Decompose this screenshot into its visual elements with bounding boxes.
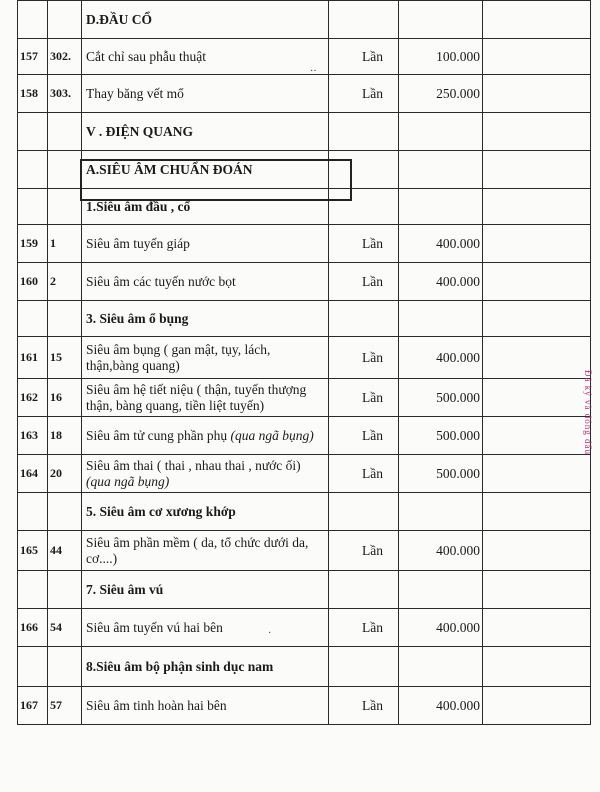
fee-row [18,75,591,113]
price-cell: 400.000 [399,225,483,263]
section-header-row [18,1,591,39]
service-name-text: Thay băng vết mổ [86,85,184,101]
unit-cell: Lần [329,379,399,417]
service-code [48,113,82,151]
extra-cell [483,263,591,301]
unit-cell: Lần [329,455,399,493]
extra-cell [483,609,591,647]
price-cell [399,493,483,531]
service-name-text: 1.Siêu âm đầu , cổ [86,198,191,214]
row-number [18,151,48,189]
extra-cell [483,571,591,609]
fee-row [18,337,591,379]
service-name-text: Cắt chỉ sau phẫu thuật [86,48,206,64]
service-code: 303. [48,75,82,113]
service-code: 18 [48,417,82,455]
extra-cell [483,455,591,493]
service-name-text: Siêu âm tuyến giáp [86,235,190,251]
service-name-text: V . ĐIỆN QUANG [86,123,194,139]
price-cell: 400.000 [399,263,483,301]
service-name [82,225,329,263]
unit-cell [329,113,399,151]
price-cell [399,301,483,337]
row-number [18,189,48,225]
extra-cell [483,1,591,39]
price-cell: 100.000 [399,39,483,75]
service-code: 16 [48,379,82,417]
row-number [18,301,48,337]
service-code: 302. [48,39,82,75]
service-name-text: Siêu âm tuyến vú hai bên [86,619,223,635]
row-number [18,1,48,39]
price-cell: 400.000 [399,337,483,379]
service-name [82,151,329,189]
extra-cell [483,75,591,113]
row-number [18,113,48,151]
service-name [82,337,329,379]
service-name [82,113,329,151]
service-name-text: Siêu âm tử cung phần phụ [86,427,228,443]
service-name-text: Siêu âm phần mềm ( da, tổ chức dưới da, cơ....) [86,534,309,566]
service-name [82,1,329,39]
service-name-text: D.ĐẦU CỔ [86,11,152,27]
extra-cell [483,687,591,725]
unit-cell [329,301,399,337]
row-number: 165 [18,531,48,571]
extra-cell [483,189,591,225]
section-header-row [18,647,591,687]
service-name-text: Siêu âm các tuyến nước bọt [86,273,236,289]
extra-cell [483,379,591,417]
price-cell: 500.000 [399,455,483,493]
row-number: 161 [18,337,48,379]
service-name-text: 5. Siêu âm cơ xương khớp [86,503,236,519]
service-name [82,571,329,609]
unit-cell [329,493,399,531]
extra-cell [483,225,591,263]
service-name [82,189,329,225]
scan-speck: ·· [310,66,317,77]
unit-cell [329,571,399,609]
service-code [48,571,82,609]
section-header-row [18,493,591,531]
service-code [48,301,82,337]
service-code: 44 [48,531,82,571]
price-cell [399,571,483,609]
row-number: 158 [18,75,48,113]
fee-row [18,609,591,647]
extra-cell [483,531,591,571]
fee-row [18,379,591,417]
extra-cell [483,301,591,337]
row-number: 157 [18,39,48,75]
fee-row [18,225,591,263]
price-cell: 400.000 [399,531,483,571]
service-code: 54 [48,609,82,647]
fee-row [18,39,591,75]
service-code: 1 [48,225,82,263]
price-cell: 400.000 [399,609,483,647]
margin-handwritten-note: Đã ký và đóng dấu [583,370,593,455]
service-name [82,455,329,493]
unit-cell [329,151,399,189]
fee-row [18,417,591,455]
section-header-row [18,301,591,337]
unit-cell: Lần [329,609,399,647]
row-number: 163 [18,417,48,455]
service-name-text: 8.Siêu âm bộ phận sinh dục nam [86,658,274,674]
service-name [82,379,329,417]
row-number: 164 [18,455,48,493]
service-name [82,687,329,725]
service-code [48,493,82,531]
unit-cell: Lần [329,263,399,301]
service-name-text: Siêu âm thai ( thai , nhau thai , nước ối) [86,457,301,473]
service-name-note: (qua ngã bụng) [86,473,170,489]
row-number: 166 [18,609,48,647]
extra-cell [483,113,591,151]
service-name-text: A.SIÊU ÂM CHUẨN ĐOÁN [86,161,253,177]
unit-cell: Lần [329,417,399,455]
service-name [82,39,329,75]
service-code: 15 [48,337,82,379]
unit-cell: Lần [329,687,399,725]
unit-cell: Lần [329,225,399,263]
service-name [82,647,329,687]
service-name [82,417,329,455]
price-cell [399,189,483,225]
service-name [82,263,329,301]
unit-cell [329,189,399,225]
row-number [18,571,48,609]
price-cell: 500.000 [399,417,483,455]
price-cell: 400.000 [399,687,483,725]
fee-row [18,263,591,301]
service-name [82,301,329,337]
price-cell: 500.000 [399,379,483,417]
extra-cell [483,647,591,687]
scan-speck: · [268,628,272,639]
service-code [48,647,82,687]
fee-row [18,531,591,571]
service-name-note: (qua ngã bụng) [230,427,314,443]
price-cell [399,151,483,189]
unit-cell: Lần [329,337,399,379]
unit-cell: Lần [329,75,399,113]
row-number: 159 [18,225,48,263]
price-cell [399,647,483,687]
service-name [82,493,329,531]
service-name [82,75,329,113]
fee-table [17,0,591,725]
fee-row [18,455,591,493]
fee-table-page [17,0,590,725]
row-number: 160 [18,263,48,301]
price-cell [399,1,483,39]
row-number: 162 [18,379,48,417]
service-name-text: Siêu âm tinh hoàn hai bên [86,697,227,713]
section-header-row [18,189,591,225]
price-cell: 250.000 [399,75,483,113]
service-code [48,189,82,225]
unit-cell: Lần [329,39,399,75]
service-name-text: Siêu âm bụng ( gan mật, tụy, lách, thận,bàng quang) [86,341,271,373]
section-header-row [18,113,591,151]
section-header-row [18,151,591,189]
section-header-row [18,571,591,609]
extra-cell [483,337,591,379]
service-code: 2 [48,263,82,301]
fee-row [18,687,591,725]
unit-cell [329,647,399,687]
service-code: 20 [48,455,82,493]
extra-cell [483,39,591,75]
extra-cell [483,151,591,189]
extra-cell [483,417,591,455]
extra-cell [483,493,591,531]
row-number [18,493,48,531]
service-name-text: Siêu âm hệ tiết niệu ( thận, tuyến thượng thận, bàng quang, tiền liệt tuyến) [86,381,307,413]
unit-cell [329,1,399,39]
service-code: 57 [48,687,82,725]
service-name [82,609,329,647]
row-number: 167 [18,687,48,725]
unit-cell: Lần [329,531,399,571]
service-name-text: 3. Siêu âm ổ bụng [86,310,189,326]
service-name [82,531,329,571]
service-code [48,151,82,189]
price-cell [399,113,483,151]
row-number [18,647,48,687]
service-name-text: 7. Siêu âm vú [86,581,164,597]
service-code [48,1,82,39]
